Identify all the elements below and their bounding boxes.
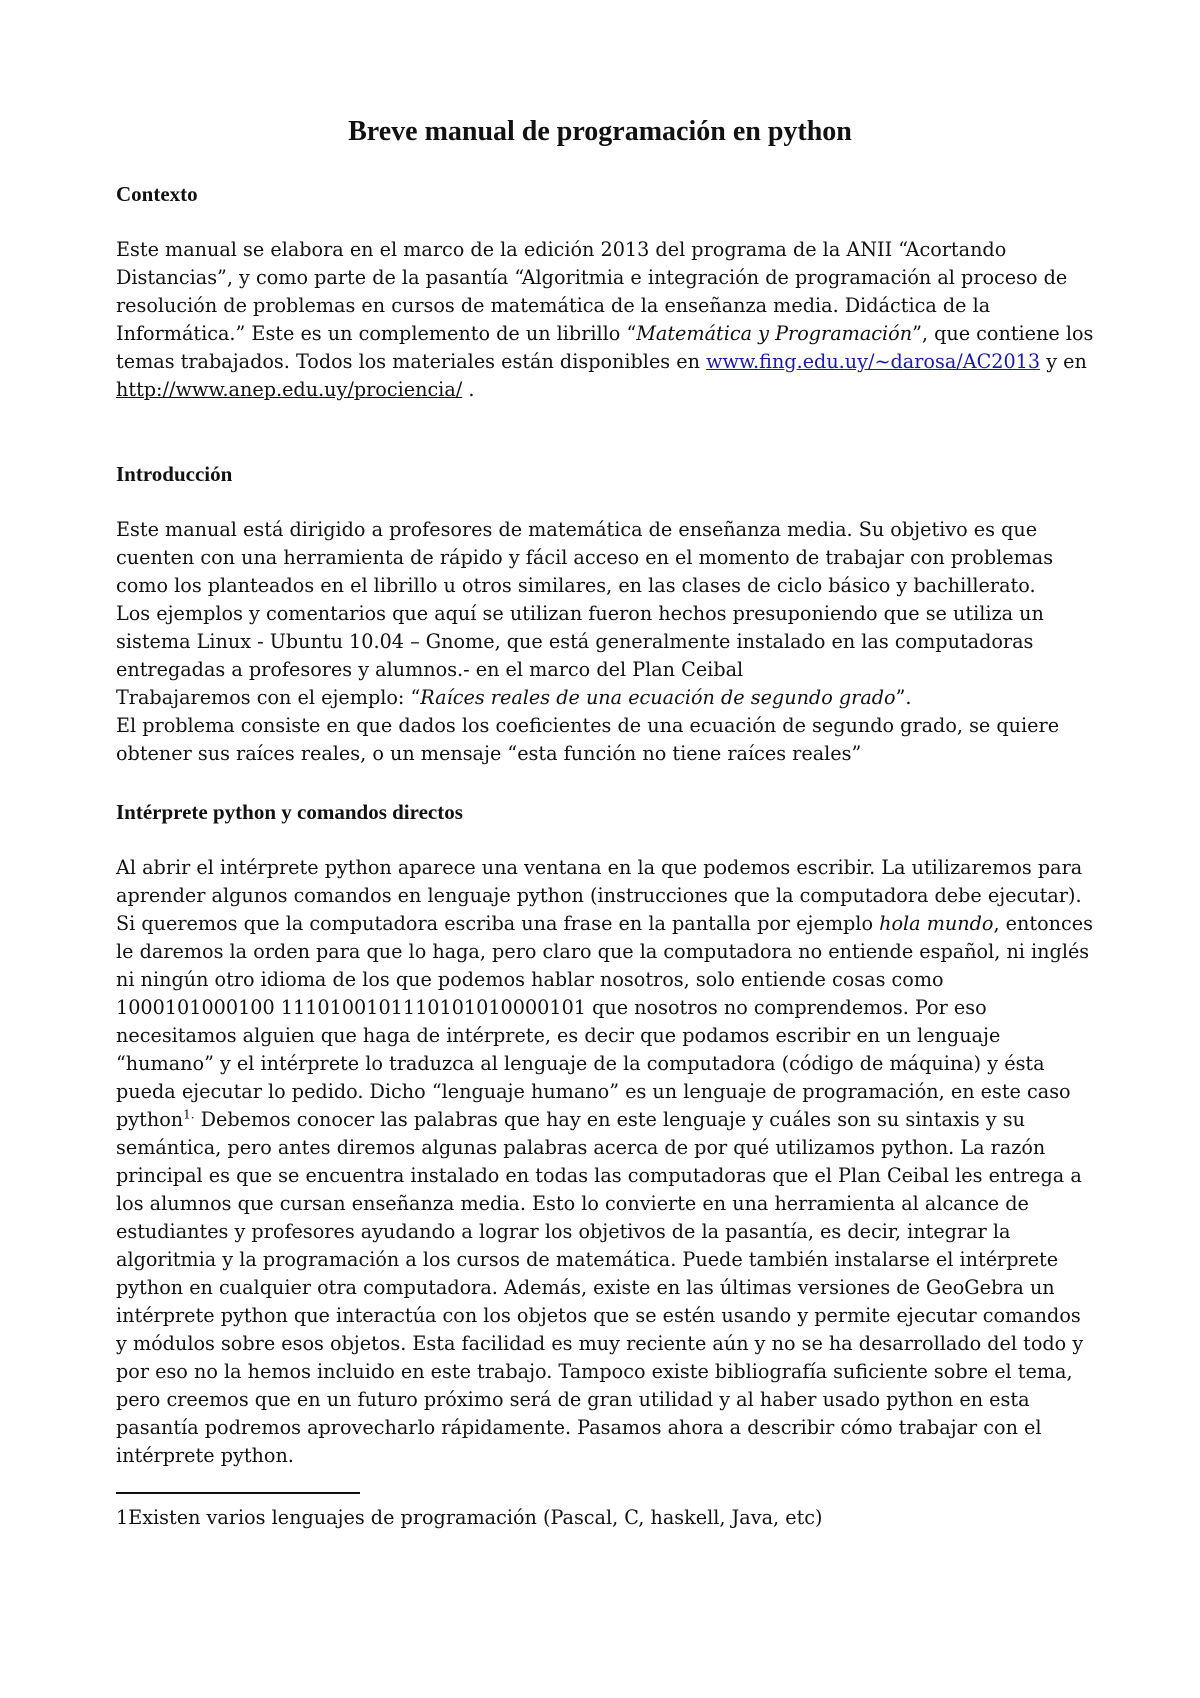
footnote-1: 1Existen varios lenguajes de programación (Pascal, C, haskell, Java, etc) xyxy=(116,1506,823,1529)
link-fing[interactable]: www.fing.edu.uy/~darosa/AC2013 xyxy=(706,350,1041,373)
document-body xyxy=(116,180,1096,1470)
footnote-reference[interactable]: 1. xyxy=(183,1107,195,1122)
link-anep[interactable]: http://www.anep.edu.uy/prociencia/ xyxy=(116,378,463,401)
footnote-separator xyxy=(116,1492,360,1494)
section-heading-introduccion: Introducción xyxy=(116,462,233,486)
paragraph-interprete: Al abrir el intérprete python aparece una ventana en la que podemos escribir. La utilizaremos para aprender algunos comandos en lenguaje python (instrucciones que la computadora debe ejecutar). Si queremos que la computadora escriba una frase en la pantalla por ejemplo hola mundo, entonces le daremos la orden para que lo haga, pero claro que la computadora no entiende español, ni inglés ni ningún otro idioma de los que podemos hablar nosotros, solo entiende cosas como 1000101000100 1110100101110101010000101 que nosotros no comprendemos. Por eso necesitamos alguien que haga de intérprete, es decir que podamos escribir en un lenguaje “humano” y el intérprete lo traduzca al lenguaje de la computadora (código de máquina) y ésta pueda ejecutar lo pedido. Dicho “lenguaje humano” es un lenguaje de programación, en este caso python$^{1.}$ Debemos conocer las palabras que hay en este lenguaje y cuáles son su sintaxis y su semántica, pero antes diremos algunas palabras acerca de por qué utilizamos python. La razón principal es que se encuentra instalado en todas las computadoras que el Plan Ceibal les entrega a los alumnos que cursan enseñanza media. Esto lo convierte en una herramienta al alcance de estudiantes y profesores ayudando a lograr los objetivos de la pasantía, es decir, integrar la algoritmia y la programación a los cursos de matemática. Puede también instalarse el intérprete python en cualquier otra computadora. Además, existe en las últimas versiones de GeoGebra un intérprete python que interactúa con los objetos que se estén usando y permite ejecutar comandos y módulos sobre esos objetos. Esta facilidad es muy reciente aún y no se ha desarrollado del todo y por eso no la hemos incluido en este trabajo. Tampoco existe bibliografía suficiente sobre el tema, pero creemos que en un futuro próximo será de gran utilidad y al haber usado python en esta pasantía podremos aprovecharlo rápidamente. Pasamos ahora a describir cómo trabajar con el intérprete python. xyxy=(116,856,1093,1467)
section-heading-interprete: Intérprete python y comandos directos xyxy=(116,800,463,824)
paragraph-intro-4: El problema consiste en que dados los coeficientes de una ecuación de segundo grado, se quiere obtener sus raíces reales, o un mensaje “esta función no tiene raíces reales” xyxy=(116,714,1060,765)
document-title: Breve manual de programación en python xyxy=(348,116,852,147)
section-heading-contexto: Contexto xyxy=(116,182,198,206)
paragraph-contexto: Este manual se elabora en el marco de la edición 2013 del programa de la ANII “Acortando Distancias”, y como parte de la pasantía “Algoritmia e integración de programación al proceso de resolución de problemas en cursos de matemática de la enseñanza media. Didáctica de la Informática.” Este es un complemento de un librillo “Matemática y Programación”, que contiene los temas trabajados. Todos los materiales están disponibles en www.fing.edu.uy/~darosa/AC2013 y en http://www.anep.edu.uy/prociencia/ . xyxy=(116,238,1094,401)
paragraph-intro-2: Los ejemplos y comentarios que aquí se utilizan fueron hechos presuponiendo que se utiliza un sistema Linux - Ubuntu 10.04 – Gnome, que está generalmente instalado en las computadoras entregadas a profesores y alumnos.- en el marco del Plan Ceibal xyxy=(116,602,1044,681)
paragraph-intro-3: Trabajaremos con el ejemplo: “Raíces reales de una ecuación de segundo grado”. xyxy=(116,686,912,709)
paragraph-intro-1: Este manual está dirigido a profesores de matemática de enseñanza media. Su objetivo es que cuenten con una herramienta de rápido y fácil acceso en el momento de trabajar con problemas como los planteados en el librillo u otros similares, en las clases de ciclo básico y bachillerato. xyxy=(116,518,1054,597)
